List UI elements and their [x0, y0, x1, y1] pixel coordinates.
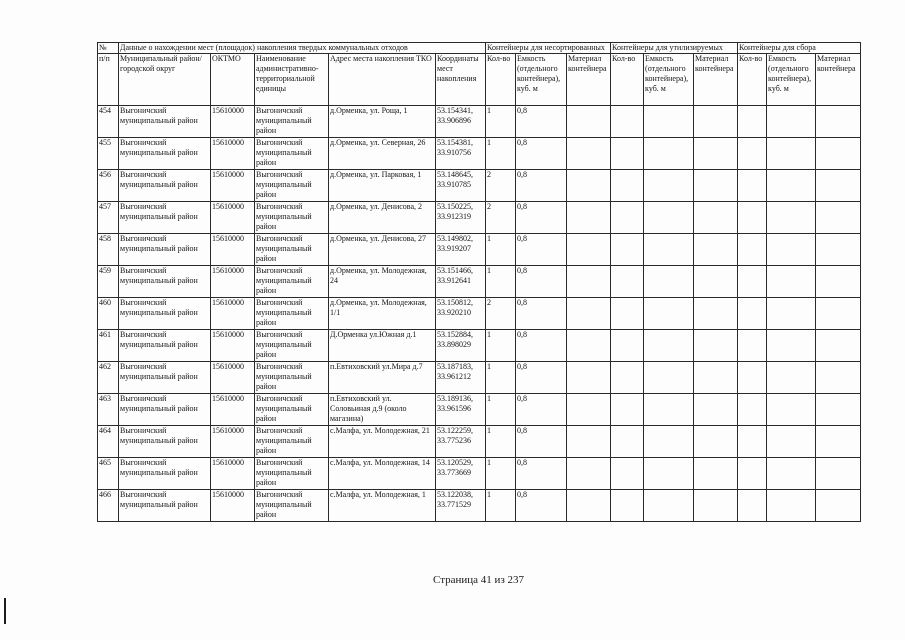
unit-name-cell: Выгоничский муниципальный район — [255, 490, 329, 522]
unsorted-volume-cell: 0,8 — [516, 170, 567, 202]
unit-name-cell: Выгоничский муниципальный район — [255, 362, 329, 394]
row-number-cell: 454 — [98, 106, 119, 138]
row-number-cell: 459 — [98, 266, 119, 298]
district-cell: Выгоничский муниципальный район — [119, 458, 211, 490]
unit-name-cell: Выгоничский муниципальный район — [255, 394, 329, 426]
column-header-address: Адрес места накопления ТКО — [329, 54, 436, 106]
coordinates-cell: 53.122259, 33.775236 — [436, 426, 486, 458]
coordinates-cell: 53.149802, 33.919207 — [436, 234, 486, 266]
unsorted-material-cell — [567, 362, 611, 394]
recyclable-count-cell — [611, 426, 644, 458]
recyclable-count-cell — [611, 170, 644, 202]
recyclable-material-cell — [694, 170, 738, 202]
recyclable-material-cell — [694, 426, 738, 458]
unit-name-cell: Выгоничский муниципальный район — [255, 426, 329, 458]
recyclable-count-cell — [611, 234, 644, 266]
coordinates-cell: 53.148645, 33.910785 — [436, 170, 486, 202]
unsorted-count-cell: 1 — [486, 266, 516, 298]
row-number-cell: 457 — [98, 202, 119, 234]
address-cell: д.Орменка, ул. Парковая, 1 — [329, 170, 436, 202]
recyclable-volume-cell — [644, 106, 694, 138]
table-row — [98, 490, 861, 522]
collection-material-cell — [816, 362, 861, 394]
scan-edge-mark — [4, 598, 6, 624]
address-cell: д.Орменка, ул. Роща, 1 — [329, 106, 436, 138]
district-cell: Выгоничский муниципальный район — [119, 234, 211, 266]
collection-count-cell — [738, 202, 767, 234]
header-number: № — [98, 43, 119, 54]
oktmo-cell: 15610000 — [211, 394, 255, 426]
coordinates-cell: 53.189136, 33.961596 — [436, 394, 486, 426]
header-columns-row — [98, 54, 861, 106]
address-cell: п.Евтиховский ул. Соловьиная д.9 (около магазина) — [329, 394, 436, 426]
table-row — [98, 362, 861, 394]
recyclable-material-cell — [694, 266, 738, 298]
header-unsorted-group: Контейнеры для несортированных — [486, 43, 611, 54]
collection-volume-cell — [767, 138, 816, 170]
address-cell: с.Малфа, ул. Молодежная, 1 — [329, 490, 436, 522]
collection-count-cell — [738, 170, 767, 202]
column-header-collection-volume: Емкость (отдельного контейнера), куб. м — [767, 54, 816, 106]
collection-material-cell — [816, 394, 861, 426]
unit-name-cell: Выгоничский муниципальный район — [255, 458, 329, 490]
district-cell: Выгоничский муниципальный район — [119, 106, 211, 138]
recyclable-count-cell — [611, 202, 644, 234]
table-row — [98, 202, 861, 234]
page-number: Страница 41 из 237 — [433, 574, 525, 586]
unsorted-material-cell — [567, 234, 611, 266]
unsorted-count-cell: 1 — [486, 234, 516, 266]
column-header-recyclable-material: Материал контейнера — [694, 54, 738, 106]
column-header-unsorted-material: Материал контейнера — [567, 54, 611, 106]
collection-volume-cell — [767, 170, 816, 202]
unsorted-count-cell: 1 — [486, 330, 516, 362]
recyclable-volume-cell — [644, 266, 694, 298]
recyclable-material-cell — [694, 394, 738, 426]
column-header-unsorted-volume: Емкость (отдельного контейнера), куб. м — [516, 54, 567, 106]
recyclable-count-cell — [611, 458, 644, 490]
column-header-coordinates: Координаты мест накопления — [436, 54, 486, 106]
unsorted-volume-cell: 0,8 — [516, 426, 567, 458]
header-group-row — [98, 43, 861, 54]
collection-count-cell — [738, 426, 767, 458]
recyclable-material-cell — [694, 298, 738, 330]
unit-name-cell: Выгоничский муниципальный район — [255, 266, 329, 298]
unsorted-count-cell: 2 — [486, 202, 516, 234]
recyclable-count-cell — [611, 138, 644, 170]
collection-count-cell — [738, 330, 767, 362]
row-number-cell: 465 — [98, 458, 119, 490]
recyclable-material-cell — [694, 138, 738, 170]
oktmo-cell: 15610000 — [211, 106, 255, 138]
column-header-recyclable-volume: Емкость (отдельного контейнера), куб. м — [644, 54, 694, 106]
unsorted-material-cell — [567, 458, 611, 490]
unsorted-volume-cell: 0,8 — [516, 266, 567, 298]
table-row — [98, 106, 861, 138]
recyclable-count-cell — [611, 394, 644, 426]
recyclable-material-cell — [694, 490, 738, 522]
district-cell: Выгоничский муниципальный район — [119, 394, 211, 426]
oktmo-cell: 15610000 — [211, 170, 255, 202]
address-cell: п.Евтиховский ул.Мира д.7 — [329, 362, 436, 394]
recyclable-volume-cell — [644, 298, 694, 330]
table-row — [98, 170, 861, 202]
unsorted-material-cell — [567, 394, 611, 426]
coordinates-cell: 53.154341, 33.906896 — [436, 106, 486, 138]
coordinates-cell: 53.120529, 33.773669 — [436, 458, 486, 490]
table-row — [98, 458, 861, 490]
recyclable-volume-cell — [644, 490, 694, 522]
unsorted-count-cell: 2 — [486, 298, 516, 330]
coordinates-cell: 53.122038, 33.771529 — [436, 490, 486, 522]
oktmo-cell: 15610000 — [211, 490, 255, 522]
coordinates-cell: 53.150812, 33.920210 — [436, 298, 486, 330]
address-cell: д.Орменка, ул. Молодежная, 1/1 — [329, 298, 436, 330]
column-header-recyclable-count: Кол-во — [611, 54, 644, 106]
column-header-unit-name: Наименование административно-территориальной единицы — [255, 54, 329, 106]
unsorted-volume-cell: 0,8 — [516, 138, 567, 170]
coordinates-cell: 53.152884, 33.898029 — [436, 330, 486, 362]
unsorted-volume-cell: 0,8 — [516, 362, 567, 394]
recyclable-count-cell — [611, 362, 644, 394]
collection-material-cell — [816, 202, 861, 234]
unit-name-cell: Выгоничский муниципальный район — [255, 202, 329, 234]
row-number-cell: 455 — [98, 138, 119, 170]
collection-count-cell — [738, 138, 767, 170]
coordinates-cell: 53.151466, 33.912641 — [436, 266, 486, 298]
unsorted-volume-cell: 0,8 — [516, 202, 567, 234]
district-cell: Выгоничский муниципальный район — [119, 170, 211, 202]
collection-volume-cell — [767, 458, 816, 490]
unsorted-volume-cell: 0,8 — [516, 298, 567, 330]
table-row — [98, 426, 861, 458]
district-cell: Выгоничский муниципальный район — [119, 266, 211, 298]
recyclable-material-cell — [694, 202, 738, 234]
collection-material-cell — [816, 138, 861, 170]
column-header-collection-count: Кол-во — [738, 54, 767, 106]
collection-volume-cell — [767, 330, 816, 362]
unsorted-volume-cell: 0,8 — [516, 458, 567, 490]
unsorted-volume-cell: 0,8 — [516, 106, 567, 138]
header-collection-group: Контейнеры для сбора — [738, 43, 861, 54]
collection-material-cell — [816, 170, 861, 202]
address-cell: с.Малфа, ул. Молодежная, 14 — [329, 458, 436, 490]
district-cell: Выгоничский муниципальный район — [119, 490, 211, 522]
column-header-oktmo: ОКТМО — [211, 54, 255, 106]
unsorted-material-cell — [567, 266, 611, 298]
row-number-cell: 456 — [98, 170, 119, 202]
collection-material-cell — [816, 106, 861, 138]
recyclable-volume-cell — [644, 138, 694, 170]
collection-volume-cell — [767, 426, 816, 458]
collection-count-cell — [738, 394, 767, 426]
recyclable-volume-cell — [644, 234, 694, 266]
recyclable-material-cell — [694, 330, 738, 362]
unsorted-count-cell: 1 — [486, 426, 516, 458]
recyclable-count-cell — [611, 330, 644, 362]
district-cell: Выгоничский муниципальный район — [119, 426, 211, 458]
collection-count-cell — [738, 490, 767, 522]
recyclable-material-cell — [694, 234, 738, 266]
recyclable-material-cell — [694, 362, 738, 394]
recyclable-material-cell — [694, 106, 738, 138]
oktmo-cell: 15610000 — [211, 362, 255, 394]
collection-material-cell — [816, 266, 861, 298]
row-number-cell: 463 — [98, 394, 119, 426]
address-cell: с.Малфа, ул. Молодежная, 21 — [329, 426, 436, 458]
column-header-index: п/п — [98, 54, 119, 106]
recyclable-volume-cell — [644, 458, 694, 490]
oktmo-cell: 15610000 — [211, 234, 255, 266]
collection-volume-cell — [767, 362, 816, 394]
district-cell: Выгоничский муниципальный район — [119, 298, 211, 330]
unit-name-cell: Выгоничский муниципальный район — [255, 234, 329, 266]
unsorted-count-cell: 1 — [486, 490, 516, 522]
header-recyclable-group: Контейнеры для утилизируемых — [611, 43, 738, 54]
collection-count-cell — [738, 458, 767, 490]
table-row — [98, 394, 861, 426]
collection-count-cell — [738, 266, 767, 298]
unsorted-material-cell — [567, 138, 611, 170]
address-cell: д.Орменка, ул. Молодежная, 24 — [329, 266, 436, 298]
unsorted-volume-cell: 0,8 — [516, 490, 567, 522]
unsorted-count-cell: 1 — [486, 362, 516, 394]
collection-material-cell — [816, 330, 861, 362]
recyclable-material-cell — [694, 458, 738, 490]
collection-count-cell — [738, 298, 767, 330]
recyclable-count-cell — [611, 106, 644, 138]
unit-name-cell: Выгоничский муниципальный район — [255, 298, 329, 330]
recyclable-volume-cell — [644, 202, 694, 234]
district-cell: Выгоничский муниципальный район — [119, 202, 211, 234]
collection-volume-cell — [767, 234, 816, 266]
collection-volume-cell — [767, 266, 816, 298]
row-number-cell: 460 — [98, 298, 119, 330]
recyclable-count-cell — [611, 490, 644, 522]
unsorted-material-cell — [567, 426, 611, 458]
oktmo-cell: 15610000 — [211, 426, 255, 458]
recyclable-count-cell — [611, 298, 644, 330]
oktmo-cell: 15610000 — [211, 458, 255, 490]
unsorted-material-cell — [567, 170, 611, 202]
recyclable-volume-cell — [644, 394, 694, 426]
unit-name-cell: Выгоничский муниципальный район — [255, 138, 329, 170]
coordinates-cell: 53.187183, 33.961212 — [436, 362, 486, 394]
unsorted-material-cell — [567, 330, 611, 362]
unsorted-material-cell — [567, 298, 611, 330]
header-location-group: Данные о нахождении мест (площадок) накопления твердых коммунальных отходов — [119, 43, 486, 54]
district-cell: Выгоничский муниципальный район — [119, 362, 211, 394]
recyclable-count-cell — [611, 266, 644, 298]
unit-name-cell: Выгоничский муниципальный район — [255, 330, 329, 362]
table-row — [98, 298, 861, 330]
unsorted-volume-cell: 0,8 — [516, 394, 567, 426]
table-body — [98, 106, 861, 522]
collection-volume-cell — [767, 106, 816, 138]
unit-name-cell: Выгоничский муниципальный район — [255, 170, 329, 202]
district-cell: Выгоничский муниципальный район — [119, 138, 211, 170]
collection-count-cell — [738, 234, 767, 266]
row-number-cell: 466 — [98, 490, 119, 522]
unsorted-volume-cell: 0,8 — [516, 234, 567, 266]
unsorted-count-cell: 1 — [486, 394, 516, 426]
oktmo-cell: 15610000 — [211, 138, 255, 170]
table-row — [98, 234, 861, 266]
recyclable-volume-cell — [644, 426, 694, 458]
address-cell: д.Орменка, ул. Денисова, 27 — [329, 234, 436, 266]
unit-name-cell: Выгоничский муниципальный район — [255, 106, 329, 138]
unsorted-count-cell: 1 — [486, 458, 516, 490]
row-number-cell: 462 — [98, 362, 119, 394]
unsorted-material-cell — [567, 106, 611, 138]
unsorted-volume-cell: 0,8 — [516, 330, 567, 362]
unsorted-count-cell: 2 — [486, 170, 516, 202]
unsorted-material-cell — [567, 202, 611, 234]
column-header-unsorted-count: Кол-во — [486, 54, 516, 106]
collection-volume-cell — [767, 490, 816, 522]
unsorted-material-cell — [567, 490, 611, 522]
unsorted-count-cell: 1 — [486, 138, 516, 170]
recyclable-volume-cell — [644, 170, 694, 202]
address-cell: д.Орменка, ул. Северная, 26 — [329, 138, 436, 170]
oktmo-cell: 15610000 — [211, 298, 255, 330]
collection-volume-cell — [767, 298, 816, 330]
collection-material-cell — [816, 490, 861, 522]
row-number-cell: 461 — [98, 330, 119, 362]
waste-sites-table — [97, 42, 861, 522]
row-number-cell: 464 — [98, 426, 119, 458]
oktmo-cell: 15610000 — [211, 330, 255, 362]
collection-volume-cell — [767, 202, 816, 234]
table-row — [98, 138, 861, 170]
collection-material-cell — [816, 234, 861, 266]
column-header-district: Муниципальный район/городской округ — [119, 54, 211, 106]
collection-count-cell — [738, 106, 767, 138]
recyclable-volume-cell — [644, 330, 694, 362]
oktmo-cell: 15610000 — [211, 266, 255, 298]
unsorted-count-cell: 1 — [486, 106, 516, 138]
collection-material-cell — [816, 426, 861, 458]
coordinates-cell: 53.154381, 33.910756 — [436, 138, 486, 170]
address-cell: Д.Орменка ул.Южная д.1 — [329, 330, 436, 362]
coordinates-cell: 53.150225, 33.912319 — [436, 202, 486, 234]
district-cell: Выгоничский муниципальный район — [119, 330, 211, 362]
address-cell: д.Орменка, ул. Денисова, 2 — [329, 202, 436, 234]
column-header-collection-material: Материал контейнера — [816, 54, 861, 106]
table-row — [98, 266, 861, 298]
collection-material-cell — [816, 298, 861, 330]
collection-count-cell — [738, 362, 767, 394]
table-row — [98, 330, 861, 362]
recyclable-volume-cell — [644, 362, 694, 394]
collection-volume-cell — [767, 394, 816, 426]
row-number-cell: 458 — [98, 234, 119, 266]
collection-material-cell — [816, 458, 861, 490]
oktmo-cell: 15610000 — [211, 202, 255, 234]
